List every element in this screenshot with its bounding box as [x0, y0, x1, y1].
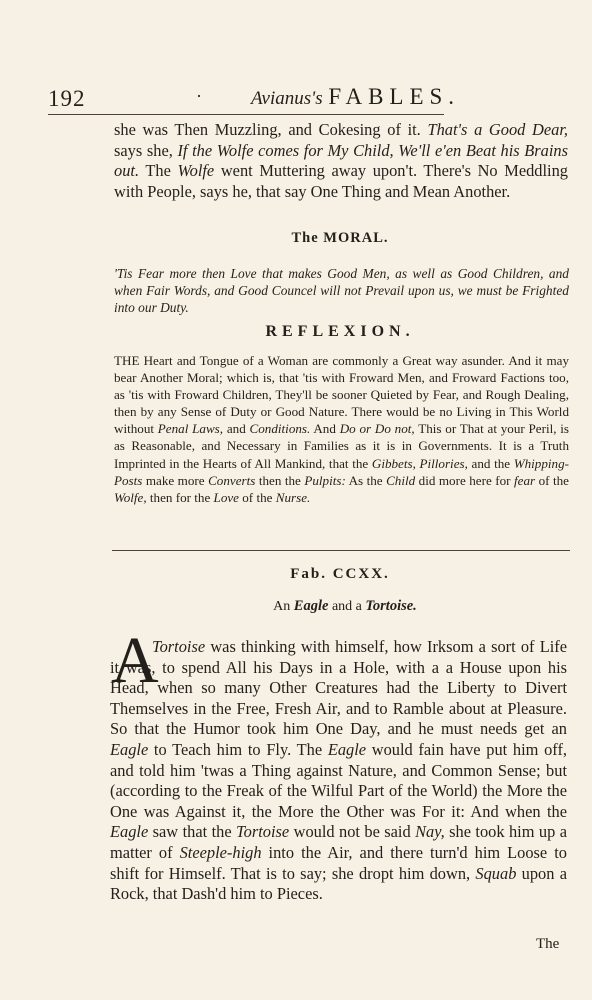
running-title — [251, 84, 460, 110]
italic-run: Squab — [475, 863, 517, 883]
running-title-author: Avianus's — [251, 88, 323, 109]
text-run: did more here for — [415, 472, 515, 488]
text-run: would not be said — [289, 822, 416, 842]
italic-run: Penal Laws, — [157, 421, 224, 437]
text-run: of the — [238, 489, 276, 505]
text-run: And — [310, 421, 340, 437]
text-run: then the — [255, 472, 305, 488]
italic-run: Steeple-high — [179, 842, 262, 862]
italic-run: fear — [514, 472, 536, 488]
text-run: saw that the — [148, 822, 237, 842]
page-number: 192 — [48, 86, 86, 111]
subtitle-tortoise: Tortoise. — [365, 598, 417, 614]
italic-run: Wolfe, — [114, 489, 147, 505]
catchword: The — [536, 936, 560, 952]
text-run: to Teach him to Fly. The — [148, 739, 328, 759]
text-run: she took him up a matter of — [110, 822, 567, 862]
italic-run: Pulpits: — [304, 472, 346, 488]
moral-heading: The MORAL. — [291, 230, 389, 246]
reflexion-heading: REFLEXION. — [265, 323, 415, 340]
italic-run: Whipping-Posts — [114, 455, 569, 488]
italic-run: Wolfe — [177, 161, 215, 181]
subtitle-eagle: Eagle — [293, 598, 329, 614]
text-run: The — [139, 161, 178, 181]
running-header — [48, 80, 461, 115]
fable-number-heading: Fab. CCXX. — [290, 566, 390, 582]
text-run: into the Air, and there turn'd him Loose to shift for Himself. That is to say; she dropt him down, — [110, 842, 567, 883]
italic-run: Conditions. — [249, 421, 311, 437]
text-run: says she, — [114, 140, 178, 160]
italic-run: That's a Good Dear, — [427, 120, 568, 139]
italic-run: Gibbets, Pillories, — [371, 455, 468, 471]
text-run: was thinking with himself, how Irksom a sort of Life it was, to spend All his Days in a Hole, with a a House upon his Head, when so many Other Creatures had the Liberty to Divert Themselves in the Free, Fresh Air, and to Ramble about at Pleasure. So that the Humor took him One Day, and he must needs get an — [110, 637, 567, 739]
reflexion-text — [114, 352, 569, 506]
text-run: THE Heart and Tongue of a Woman are commonly a Great way asunder. And it may bear Another Moral; which is, that 'tis with Froward Men, and Froward Factions too, as 'tis with Froward Children, They'll be sooner Quieted by Fear, and Rough Dealing, then by any Sense of Duty or Good Nature. There would be no Living in This World without — [114, 353, 569, 437]
text-run: and the — [467, 455, 514, 471]
text-run: make more — [142, 472, 209, 488]
italic-run: Tortoise — [236, 822, 290, 842]
header-dot: · — [196, 86, 202, 106]
drop-cap: A — [111, 624, 159, 697]
section-divider — [112, 550, 570, 551]
running-title-fables: FABLES. — [328, 84, 461, 109]
italic-run: Child — [386, 472, 416, 488]
text-run: went Muttering away upon't. There's No Meddling with People, says he, that say One Thing and Mean Another. — [114, 161, 568, 201]
italic-run: Eagle — [110, 822, 149, 842]
moral-text: 'Tis Fear more then Love that makes Good Men, as well as Good Children, and when Fair Words, and Good Councel will not Prevail upon us, we must be Frighted into our Duty. — [114, 266, 569, 316]
text-run: This or That at your Peril, is as Reasonable, and Necessary in Families as it is in Governments. It is a Truth Imprinted in the Hearts of All Mankind, that the — [114, 421, 570, 471]
text-run: then for the — [146, 489, 214, 505]
subtitle-prefix: An — [273, 599, 294, 614]
text-run: would fain have put him off, and told him 'twas a Thing against Nature, and Common Sense; but (according to the Freak of the Wilful Part of the World) the More the One was Against it, the More the Other was For it: And when the — [110, 739, 568, 821]
fable-subtitle — [200, 598, 490, 615]
italic-run: Eagle — [327, 739, 367, 759]
text-run: she was Then Muzzling, and Cokesing of it. — [114, 120, 428, 139]
italic-run: Eagle — [110, 739, 149, 759]
text-run: of the — [535, 472, 569, 488]
italic-run: Do or Do not, — [339, 421, 415, 437]
italic-run: Nay, — [415, 822, 445, 842]
text-run: upon a Rock, that Dash'd him to Pieces. — [110, 863, 567, 904]
fable-body-paragraph — [110, 637, 567, 905]
italic-run: Converts — [208, 472, 256, 488]
italic-run: Nurse. — [275, 489, 311, 505]
italic-run: If the Wolfe comes for My Child, We'll e'en Beat his Brains out. — [114, 140, 569, 181]
italic-run: Tortoise — [152, 637, 206, 656]
subtitle-mid: and a — [328, 599, 366, 614]
fable-continuation-paragraph — [114, 120, 568, 202]
italic-run: Love — [213, 489, 239, 505]
text-run: As the — [345, 472, 387, 488]
text-run: and — [223, 421, 250, 437]
